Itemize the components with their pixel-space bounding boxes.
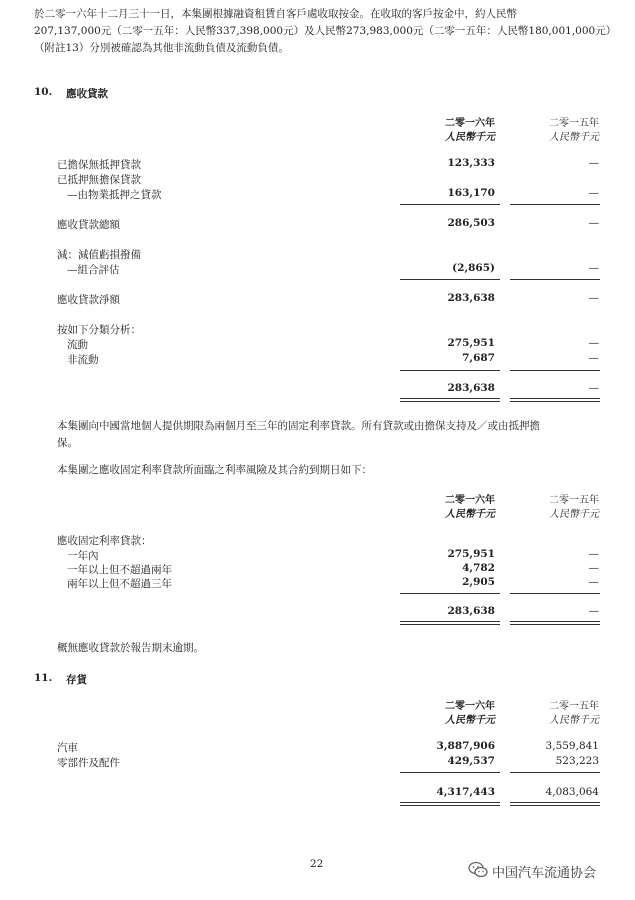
col-header-2016 (395, 700, 495, 728)
total-2016: 283,638 (447, 605, 495, 617)
value-2015: — (588, 262, 599, 274)
double-rule (400, 398, 500, 402)
rule (510, 370, 600, 371)
col-header-2016 (395, 494, 495, 522)
value-2016: 275,951 (447, 548, 495, 560)
rule (510, 772, 600, 773)
double-rule (510, 802, 600, 806)
value-2016: 429,537 (447, 755, 495, 767)
value-2016: 163,170 (447, 187, 495, 199)
value-2015: — (588, 217, 599, 229)
watermark-text: 中国汽车流通协会 (492, 866, 597, 881)
row-label: 一年以上但不超過兩年 (67, 564, 172, 576)
rule (510, 593, 600, 594)
rule (400, 279, 500, 280)
value-2015: — (588, 292, 599, 304)
double-rule (510, 398, 600, 402)
col-header-2016 (395, 117, 495, 145)
unit-label: 人民幣千元 (549, 132, 599, 143)
value-2015: — (588, 562, 599, 574)
note-1-line-1: 本集團向中國當地個人提供期限為兩個月至三年的固定利率貸款。所有貸款或由擔保支持及／或由抵押擔 (57, 420, 540, 432)
rule (400, 593, 500, 594)
row-label: 兩年以上但不超過三年 (67, 578, 172, 590)
col-header-2015 (499, 700, 599, 728)
total-2016: 283,638 (447, 382, 495, 394)
intro-line-3: （附註13）分別被確認為其他非流動負債及流動負債。 (34, 42, 289, 54)
double-rule (400, 621, 500, 625)
wechat-logo-icon (468, 861, 488, 883)
unit-label: 人民幣千元 (549, 715, 599, 726)
value-2016: 275,951 (447, 337, 495, 349)
year-2015-label: 二零一五年 (549, 701, 599, 712)
unit-label: 人民幣千元 (445, 715, 495, 726)
row-label: 汽車 (57, 742, 78, 754)
row-label: 零部件及配件 (57, 757, 120, 769)
value-2016: 7,687 (462, 352, 495, 364)
double-rule (510, 621, 600, 625)
section-10-number: 10. (34, 86, 53, 98)
row-label: 已擔保無抵押貸款 (57, 159, 141, 171)
value-2016: 3,887,906 (436, 740, 495, 752)
page-number: 22 (310, 858, 324, 870)
value-2015: — (588, 352, 599, 364)
rule (400, 370, 500, 371)
col-header-2015 (499, 117, 599, 145)
note-1-line-2: 保。 (57, 437, 78, 449)
value-2015: — (588, 548, 599, 560)
section-10-title: 應收貸款 (66, 88, 108, 100)
unit-label: 人民幣千元 (445, 509, 495, 520)
unit-label: 人民幣千元 (549, 509, 599, 520)
value-2016: 283,638 (447, 292, 495, 304)
section-11-number: 11. (34, 672, 53, 684)
rule (510, 204, 600, 205)
row-label: 流動 (67, 339, 88, 351)
year-2015-label: 二零一五年 (549, 118, 599, 129)
col-header-2015 (499, 494, 599, 522)
row-label: 非流動 (67, 354, 99, 366)
year-2015-label: 二零一五年 (549, 495, 599, 506)
value-2015: — (588, 337, 599, 349)
total-2015: 4,083,064 (545, 786, 599, 798)
rule (510, 279, 600, 280)
intro-line-1: 於二零一六年十二月三十一日，本集團根據融資租賃自客戶處收取按金。在收取的客戶按金中，約人民幣 (34, 8, 517, 20)
note-2: 本集團之應收固定利率貸款所面臨之利率風險及其合約到期日如下： (57, 464, 372, 476)
section-11-title: 存貨 (66, 674, 87, 686)
year-2016-label: 二零一六年 (445, 118, 495, 129)
row-label: —由物業抵押之貸款 (67, 189, 162, 201)
intro-line-2: 207,137,000元（二零一五年：人民幣337,398,000元）及人民幣273,983,000元（二零一五年：人民幣180,001,000元） (34, 25, 617, 37)
value-2015: — (588, 576, 599, 588)
value-2016: 4,782 (462, 562, 495, 574)
rule (400, 772, 500, 773)
total-2015: — (588, 605, 599, 617)
value-2015: — (588, 187, 599, 199)
unit-label: 人民幣千元 (445, 132, 495, 143)
value-2015: 3,559,841 (545, 740, 599, 752)
row-label: 一年內 (67, 550, 99, 562)
row-label: 減：減值虧損撥備 (57, 249, 141, 261)
note-3: 概無應收貸款於報告期末逾期。 (57, 642, 204, 654)
value-2015: 523,223 (555, 755, 599, 767)
year-2016-label: 二零一六年 (445, 495, 495, 506)
value-2016: 286,503 (447, 217, 495, 229)
value-2016: (2,865) (452, 262, 495, 274)
value-2015: — (588, 157, 599, 169)
row-label: 已抵押無擔保貸款 (57, 174, 141, 186)
row-label: —組合評估 (67, 264, 120, 276)
total-2015: — (588, 382, 599, 394)
row-label: 應收固定利率貸款： (57, 535, 152, 547)
value-2016: 123,333 (447, 157, 495, 169)
row-label: 按如下分類分析： (57, 324, 141, 336)
total-2016: 4,317,443 (436, 786, 495, 798)
year-2016-label: 二零一六年 (445, 701, 495, 712)
row-label: 應收貸款總額 (57, 219, 120, 231)
row-label: 應收貸款淨額 (57, 294, 120, 306)
value-2016: 2,905 (462, 576, 495, 588)
rule (400, 204, 500, 205)
double-rule (400, 802, 500, 806)
